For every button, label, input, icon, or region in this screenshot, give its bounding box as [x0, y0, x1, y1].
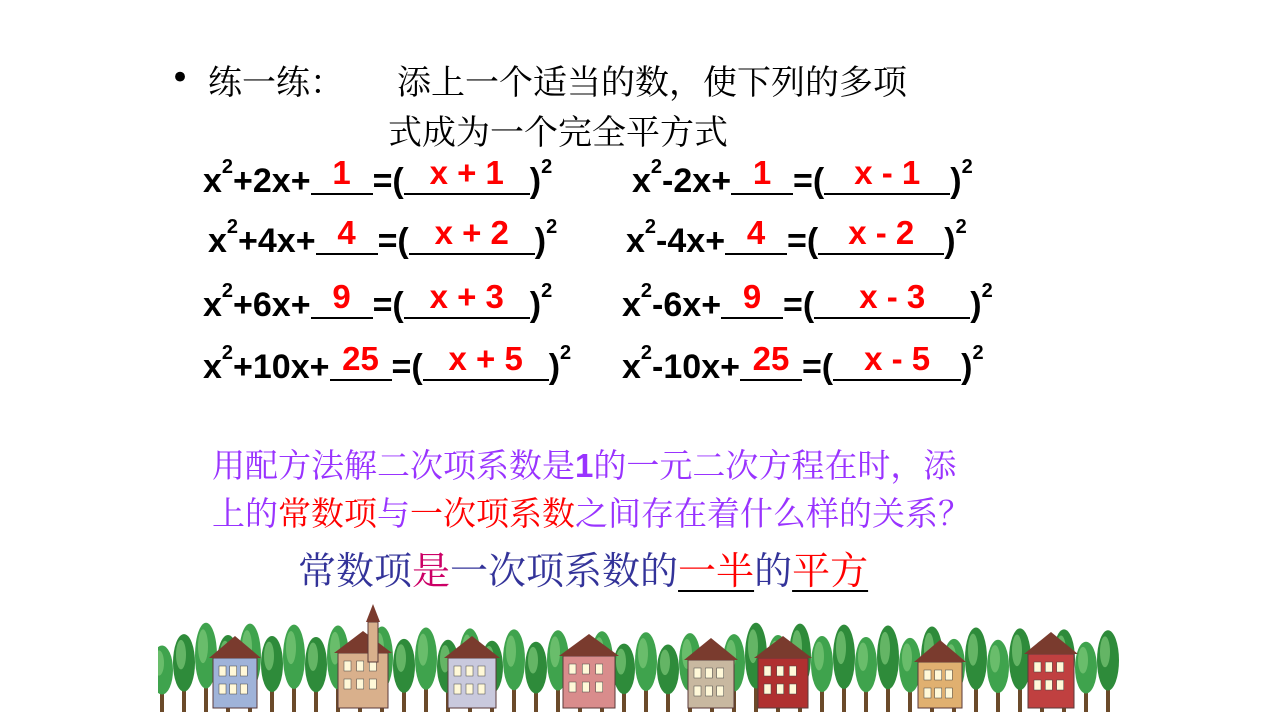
answer-root-4: x - 2: [848, 214, 915, 251]
equation-4: $x^2-4x+$ 4 =( x - 2 )$^2$: [626, 214, 967, 260]
question-line-1: 用配方法解二次项系数是1的一元二次方程在时，添: [212, 446, 957, 485]
answer-constant-3: 4: [337, 214, 356, 251]
answer-root-7: x + 5: [448, 340, 523, 377]
equation-5: $x^2+6x+$ 9 =( x + 3 )$^2$: [203, 278, 553, 324]
answer-root-6: x - 3: [859, 278, 926, 315]
answer-constant-6: 9: [742, 278, 762, 315]
question-line-2: 上的常数项与一次项系数之间存在着什么样的关系？: [212, 494, 971, 533]
equation-7: $x^2+10x+$ 25 =( x + 5 )$^2$: [203, 340, 572, 386]
half-emphasis: 一半: [678, 549, 755, 593]
answer-root-2: x - 1: [854, 154, 921, 191]
instruction-line-1: 添上一个适当的数，使下列的多项: [397, 63, 907, 103]
answer-constant-4: 4: [746, 214, 766, 251]
answer-constant-5: 9: [332, 278, 351, 315]
bullet-point: •: [170, 58, 191, 98]
equation-2: $x^2-2x+$ 1 =( x - 1 )$^2$: [632, 154, 973, 200]
answer-constant-1: 1: [332, 154, 351, 191]
square-emphasis: 平方: [792, 549, 869, 593]
answer-root-5: x + 3: [429, 278, 504, 315]
instruction-line-2: 式成为一个完全平方式: [388, 113, 728, 153]
answer-root-8: x - 5: [864, 340, 931, 377]
answer-root-3: x + 2: [434, 214, 509, 251]
exercise-label: 练一练：: [208, 63, 344, 103]
answer-constant-8: 25: [752, 340, 790, 377]
equation-6: $x^2-6x+$ 9 =( x - 3 )$^2$: [622, 278, 993, 324]
answer-constant-2: 1: [752, 154, 772, 191]
answer-constant-7: 25: [342, 340, 379, 377]
equation-3: $x^2+4x+$ 4 =( x + 2 )$^2$: [208, 214, 558, 260]
equation-8: $x^2-10x+$ 25 =( x - 5 )$^2$: [622, 340, 984, 386]
equation-1: $x^2+2x+$ 1 =( x + 1 )$^2$: [203, 154, 553, 200]
answer-root-1: x + 1: [429, 154, 504, 191]
village-decoration-icon: [158, 600, 1120, 712]
conclusion-text: 常数项是一次项系数的一半的平方: [298, 549, 869, 593]
